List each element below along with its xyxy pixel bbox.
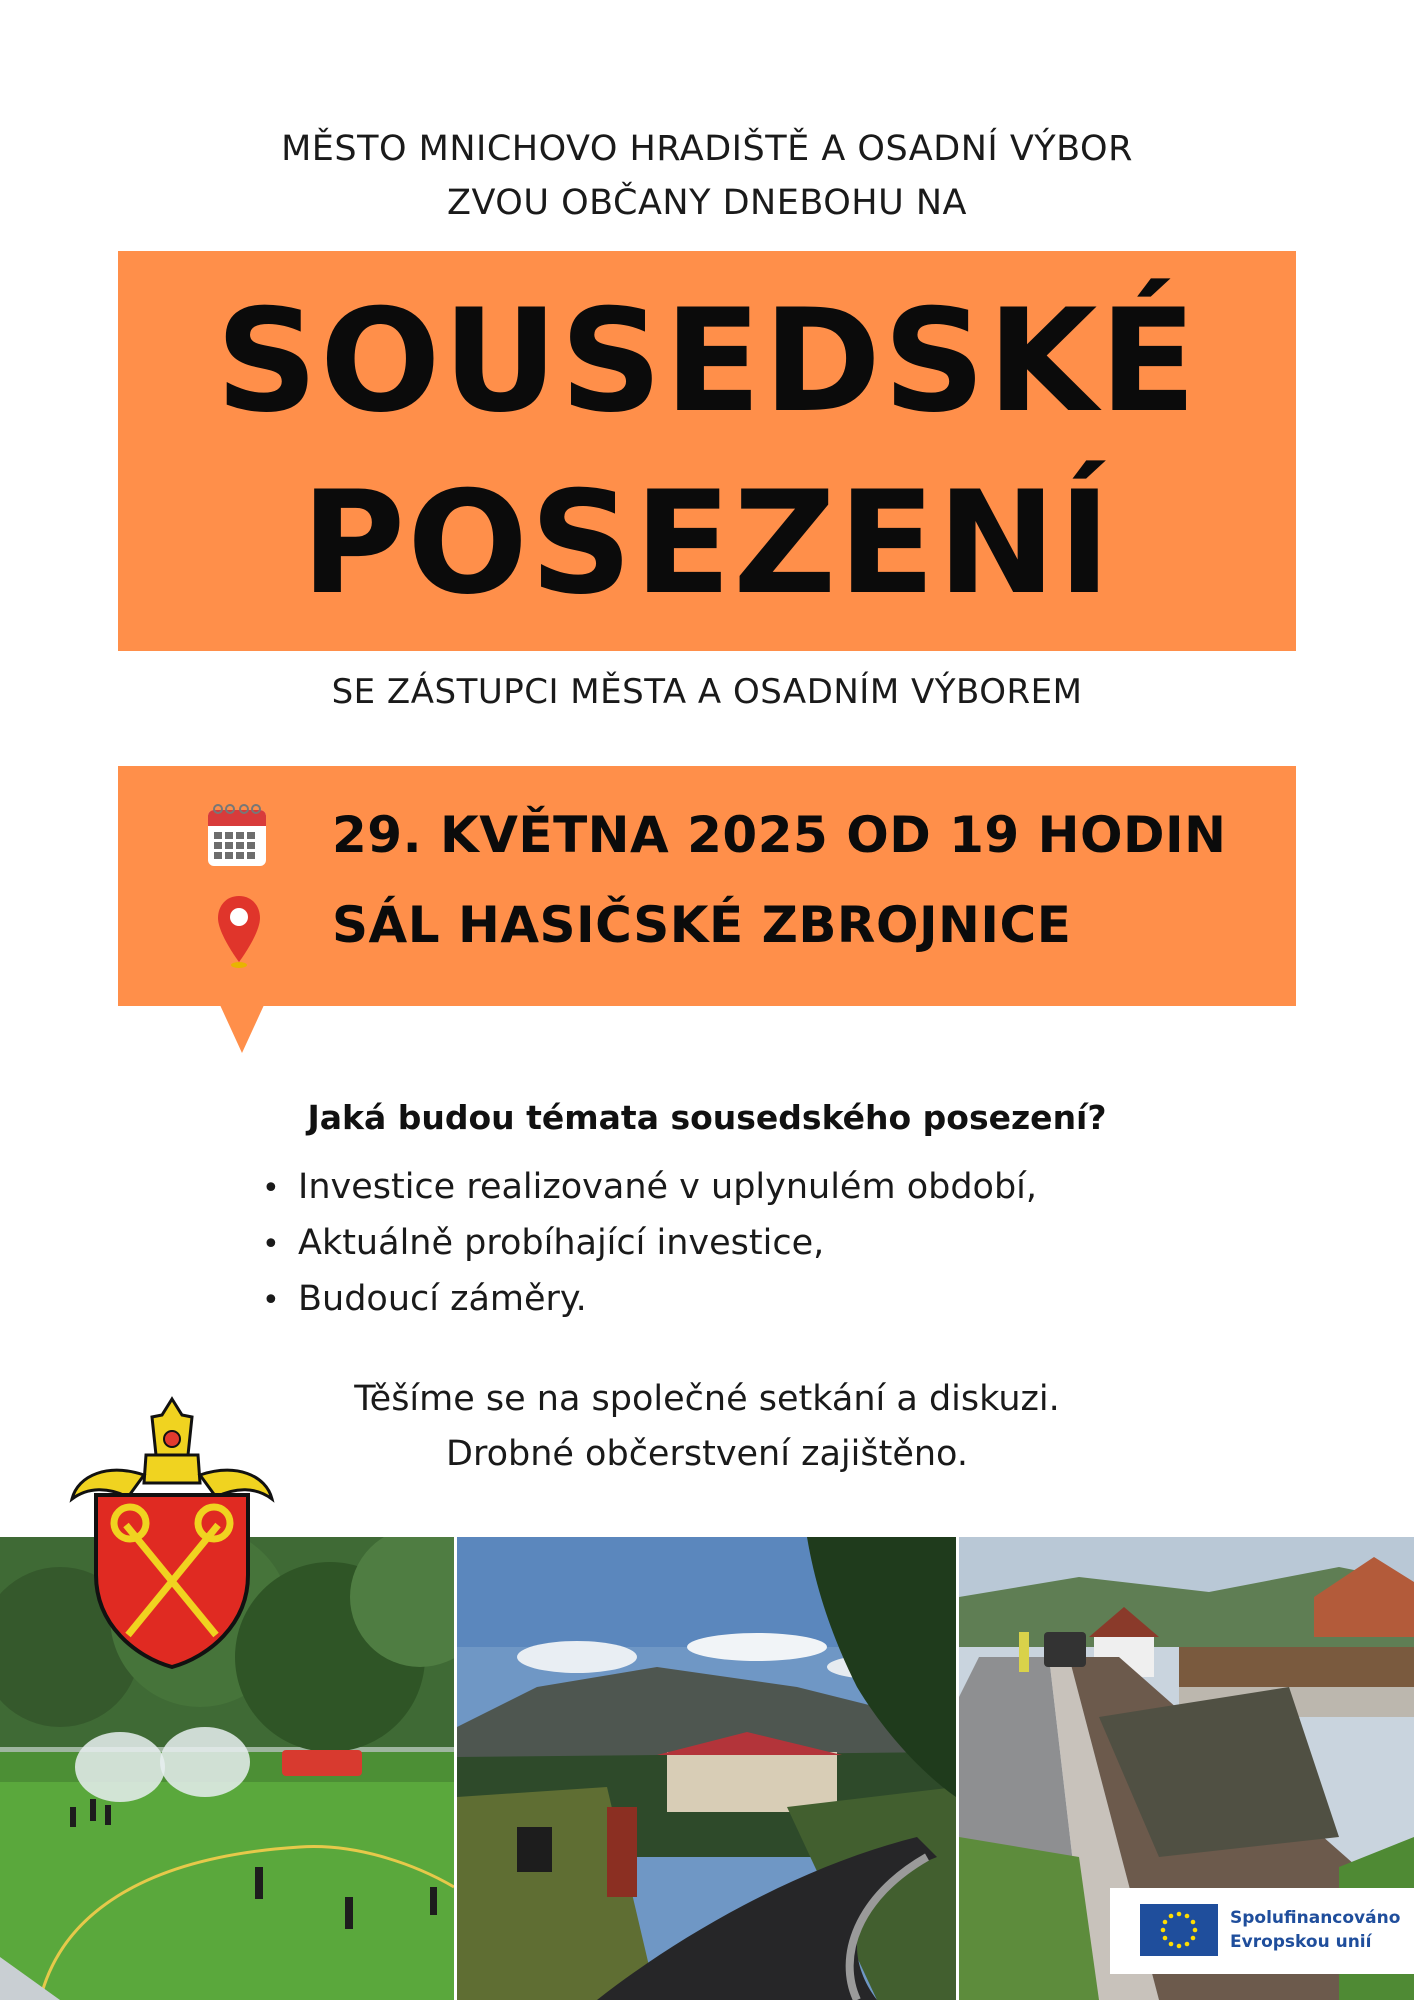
topics-question: Jaká budou témata sousedského posezení? [307,1098,1107,1137]
closing-line-2: Drobné občerstvení zajištěno. [446,1434,968,1474]
closing-line-1: Těšíme se na společné setkání a diskuzi. [354,1379,1060,1419]
intro-text [0,122,1414,230]
photo-road [457,1537,956,2000]
list-item: • Budoucí záměry. [262,1279,587,1319]
info-box-pointer [220,1005,264,1053]
location-pin-icon [216,894,262,974]
intro-line-2: ZVOU OBČANY DNEBOHU NA [447,183,967,223]
title-line-2: POSEZENÍ [301,461,1113,626]
eu-badge-line-1: Spolufinancováno [1230,1908,1401,1928]
title-banner [118,251,1296,651]
list-item: • Aktuálně probíhající investice, [262,1223,825,1263]
event-info-box [118,766,1296,1006]
eu-badge-text [1230,1906,1400,1954]
event-place: SÁL HASIČSKÉ ZBROJNICE [332,896,1072,954]
eu-badge-line-2: Evropskou unií [1230,1932,1372,1952]
subtitle: SE ZÁSTUPCI MĚSTA A OSADNÍM VÝBOREM [331,672,1083,712]
calendar-icon [206,802,268,872]
intro-line-1: MĚSTO MNICHOVO HRADIŠTĚ A OSADNÍ VÝBOR [281,129,1133,169]
title-line-1: SOUSEDSKÉ [215,279,1199,444]
coat-of-arms-logo [68,1395,276,1673]
event-date: 29. KVĚTNA 2025 OD 19 HODIN [332,806,1227,864]
topics-list [262,1160,1037,1328]
list-item: • Investice realizované v uplynulém období, [262,1167,1038,1207]
eu-flag-icon [1140,1904,1218,1960]
eu-cofinancing-badge [1110,1888,1414,1974]
